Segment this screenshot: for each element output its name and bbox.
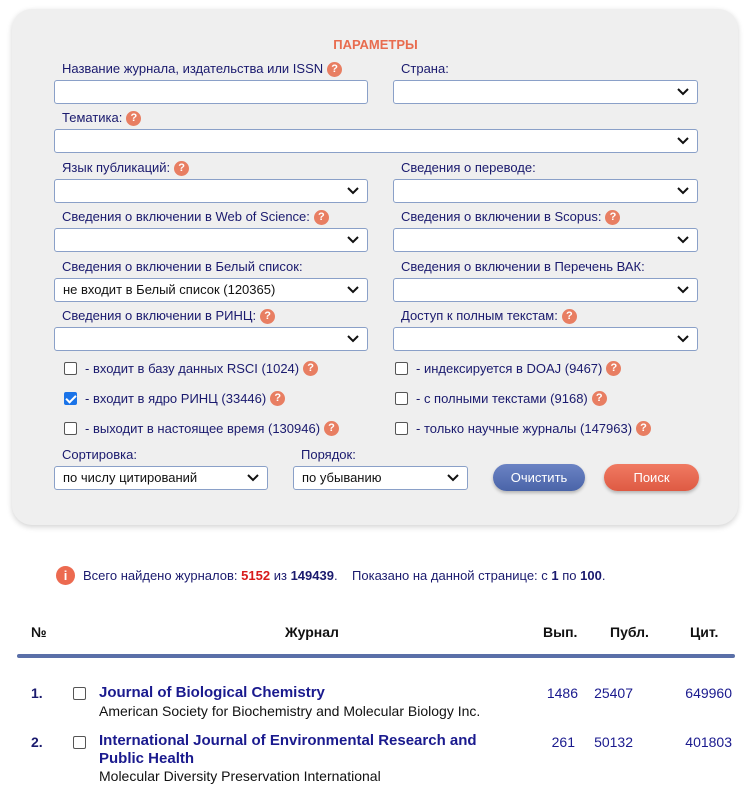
- doaj-label: - индексируется в DOAJ (9467): [416, 361, 603, 376]
- chevron-down-icon: [677, 88, 689, 96]
- sort-label: Сортировка:: [62, 447, 137, 462]
- panel-title: ПАРАМЕТРЫ: [333, 37, 418, 52]
- current-checkbox[interactable]: [64, 422, 77, 435]
- rinc-label: Сведения о включении в РИНЦ: ?: [62, 308, 275, 324]
- order-select[interactable]: по убыванию: [293, 466, 468, 490]
- of-text: из: [273, 568, 287, 583]
- fulltexts-checkbox-row[interactable]: [395, 391, 607, 406]
- scientific-checkbox-row[interactable]: [395, 421, 651, 436]
- row-checkbox[interactable]: [73, 736, 86, 749]
- chevron-down-icon: [347, 187, 359, 195]
- chevron-down-icon: [347, 335, 359, 343]
- whitelist-label: Сведения о включении в Белый список:: [62, 259, 303, 274]
- shown-text: Показано на данной странице: с: [352, 568, 548, 583]
- topic-label: Тематика: ?: [62, 110, 141, 126]
- current-checkbox-row[interactable]: [64, 421, 339, 436]
- chevron-down-icon: [677, 335, 689, 343]
- help-icon[interactable]: ?: [174, 161, 189, 176]
- help-icon[interactable]: ?: [636, 421, 651, 436]
- header-pubs[interactable]: Публ.: [610, 624, 649, 640]
- help-icon[interactable]: ?: [327, 62, 342, 77]
- total-count: 149439: [290, 568, 334, 583]
- wos-select[interactable]: [54, 228, 368, 252]
- help-icon[interactable]: ?: [270, 391, 285, 406]
- whitelist-select[interactable]: не входит в Белый список (120365): [54, 278, 368, 302]
- journal-publisher: Molecular Diversity Preservation International: [99, 768, 381, 784]
- row-number: 1.: [31, 685, 43, 701]
- header-num: №: [31, 624, 47, 640]
- chevron-down-icon: [677, 236, 689, 244]
- translation-label: Сведения о переводе:: [401, 160, 536, 175]
- current-label: - выходит в настоящее время (130946): [85, 421, 321, 436]
- help-icon[interactable]: ?: [314, 210, 329, 225]
- order-label: Порядок:: [301, 447, 356, 462]
- chevron-down-icon: [347, 286, 359, 294]
- country-label: Страна:: [401, 61, 449, 76]
- scopus-label: Сведения о включении в Scopus: ?: [401, 209, 620, 225]
- journal-name-input[interactable]: [54, 80, 368, 104]
- to-text: по: [562, 568, 577, 583]
- help-icon[interactable]: ?: [592, 391, 607, 406]
- journal-title-link[interactable]: Journal of Biological Chemistry: [99, 684, 325, 701]
- chevron-down-icon: [677, 137, 689, 145]
- rsci-label: - входит в базу данных RSCI (1024): [85, 361, 300, 376]
- journal-name-label: Название журнала, издательства или ISSN ?: [62, 61, 342, 77]
- results-summary: i Всего найдено журналов: 5152 из 149439 . Показано на данной странице: с 1 по 100 .: [56, 566, 606, 585]
- help-icon[interactable]: ?: [260, 309, 275, 324]
- journal-publisher: American Society for Biochemistry and Molecular Biology Inc.: [99, 703, 481, 719]
- info-icon: i: [56, 566, 75, 585]
- language-label: Язык публикаций: ?: [62, 160, 189, 176]
- help-icon[interactable]: ?: [126, 111, 141, 126]
- found-count: 5152: [241, 568, 271, 583]
- vak-select[interactable]: [393, 278, 698, 302]
- sort-select[interactable]: по числу цитирований: [54, 466, 268, 490]
- chevron-down-icon: [347, 236, 359, 244]
- country-select[interactable]: [393, 80, 698, 104]
- rinc-core-checkbox-row[interactable]: [64, 391, 285, 406]
- rinc-select[interactable]: [54, 327, 368, 351]
- scopus-select[interactable]: [393, 228, 698, 252]
- shown-from: 1: [551, 568, 559, 583]
- header-cites[interactable]: Цит.: [690, 624, 719, 640]
- shown-to: 100: [580, 568, 602, 583]
- found-text: Всего найдено журналов:: [83, 568, 238, 583]
- rsci-checkbox-row[interactable]: [64, 361, 318, 376]
- fulltexts-checkbox[interactable]: [395, 392, 408, 405]
- doaj-checkbox[interactable]: [395, 362, 408, 375]
- doaj-checkbox-row[interactable]: [395, 361, 621, 376]
- scientific-label: - только научные журналы (147963): [416, 421, 633, 436]
- header-journal[interactable]: Журнал: [285, 624, 339, 640]
- cites-count: 649960: [685, 685, 732, 701]
- help-icon[interactable]: ?: [606, 361, 621, 376]
- pubs-count: 25407: [594, 685, 633, 701]
- fulltext-label: Доступ к полным текстам: ?: [401, 308, 577, 324]
- fulltexts-label: - с полными текстами (9168): [416, 391, 588, 406]
- chevron-down-icon: [677, 187, 689, 195]
- fulltext-select[interactable]: [393, 327, 698, 351]
- chevron-down-icon: [447, 474, 459, 482]
- language-select[interactable]: [54, 179, 368, 203]
- search-button[interactable]: Поиск: [604, 464, 699, 491]
- topic-select[interactable]: [54, 129, 698, 153]
- clear-button[interactable]: Очистить: [493, 464, 585, 491]
- chevron-down-icon: [677, 286, 689, 294]
- issues-count: 1486: [546, 685, 578, 701]
- help-icon[interactable]: ?: [303, 361, 318, 376]
- help-icon[interactable]: ?: [324, 421, 339, 436]
- header-issues[interactable]: Вып.: [543, 624, 578, 640]
- pubs-count: 50132: [594, 734, 633, 750]
- row-checkbox[interactable]: [73, 687, 86, 700]
- cites-count: 401803: [685, 734, 732, 750]
- issues-count: 261: [551, 734, 575, 750]
- rsci-checkbox[interactable]: [64, 362, 77, 375]
- journal-title-link[interactable]: International Journal of Environmental Research and Public Health: [99, 732, 477, 767]
- rinc-core-checkbox[interactable]: [64, 392, 77, 405]
- vak-label: Сведения о включении в Перечень ВАК:: [401, 259, 645, 274]
- header-divider: [17, 654, 735, 658]
- wos-label: Сведения о включении в Web of Science: ?: [62, 209, 329, 225]
- scientific-checkbox[interactable]: [395, 422, 408, 435]
- row-number: 2.: [31, 734, 43, 750]
- rinc-core-label: - входит в ядро РИНЦ (33446): [85, 391, 267, 406]
- help-icon[interactable]: ?: [562, 309, 577, 324]
- help-icon[interactable]: ?: [605, 210, 620, 225]
- translation-select[interactable]: [393, 179, 698, 203]
- chevron-down-icon: [247, 474, 259, 482]
